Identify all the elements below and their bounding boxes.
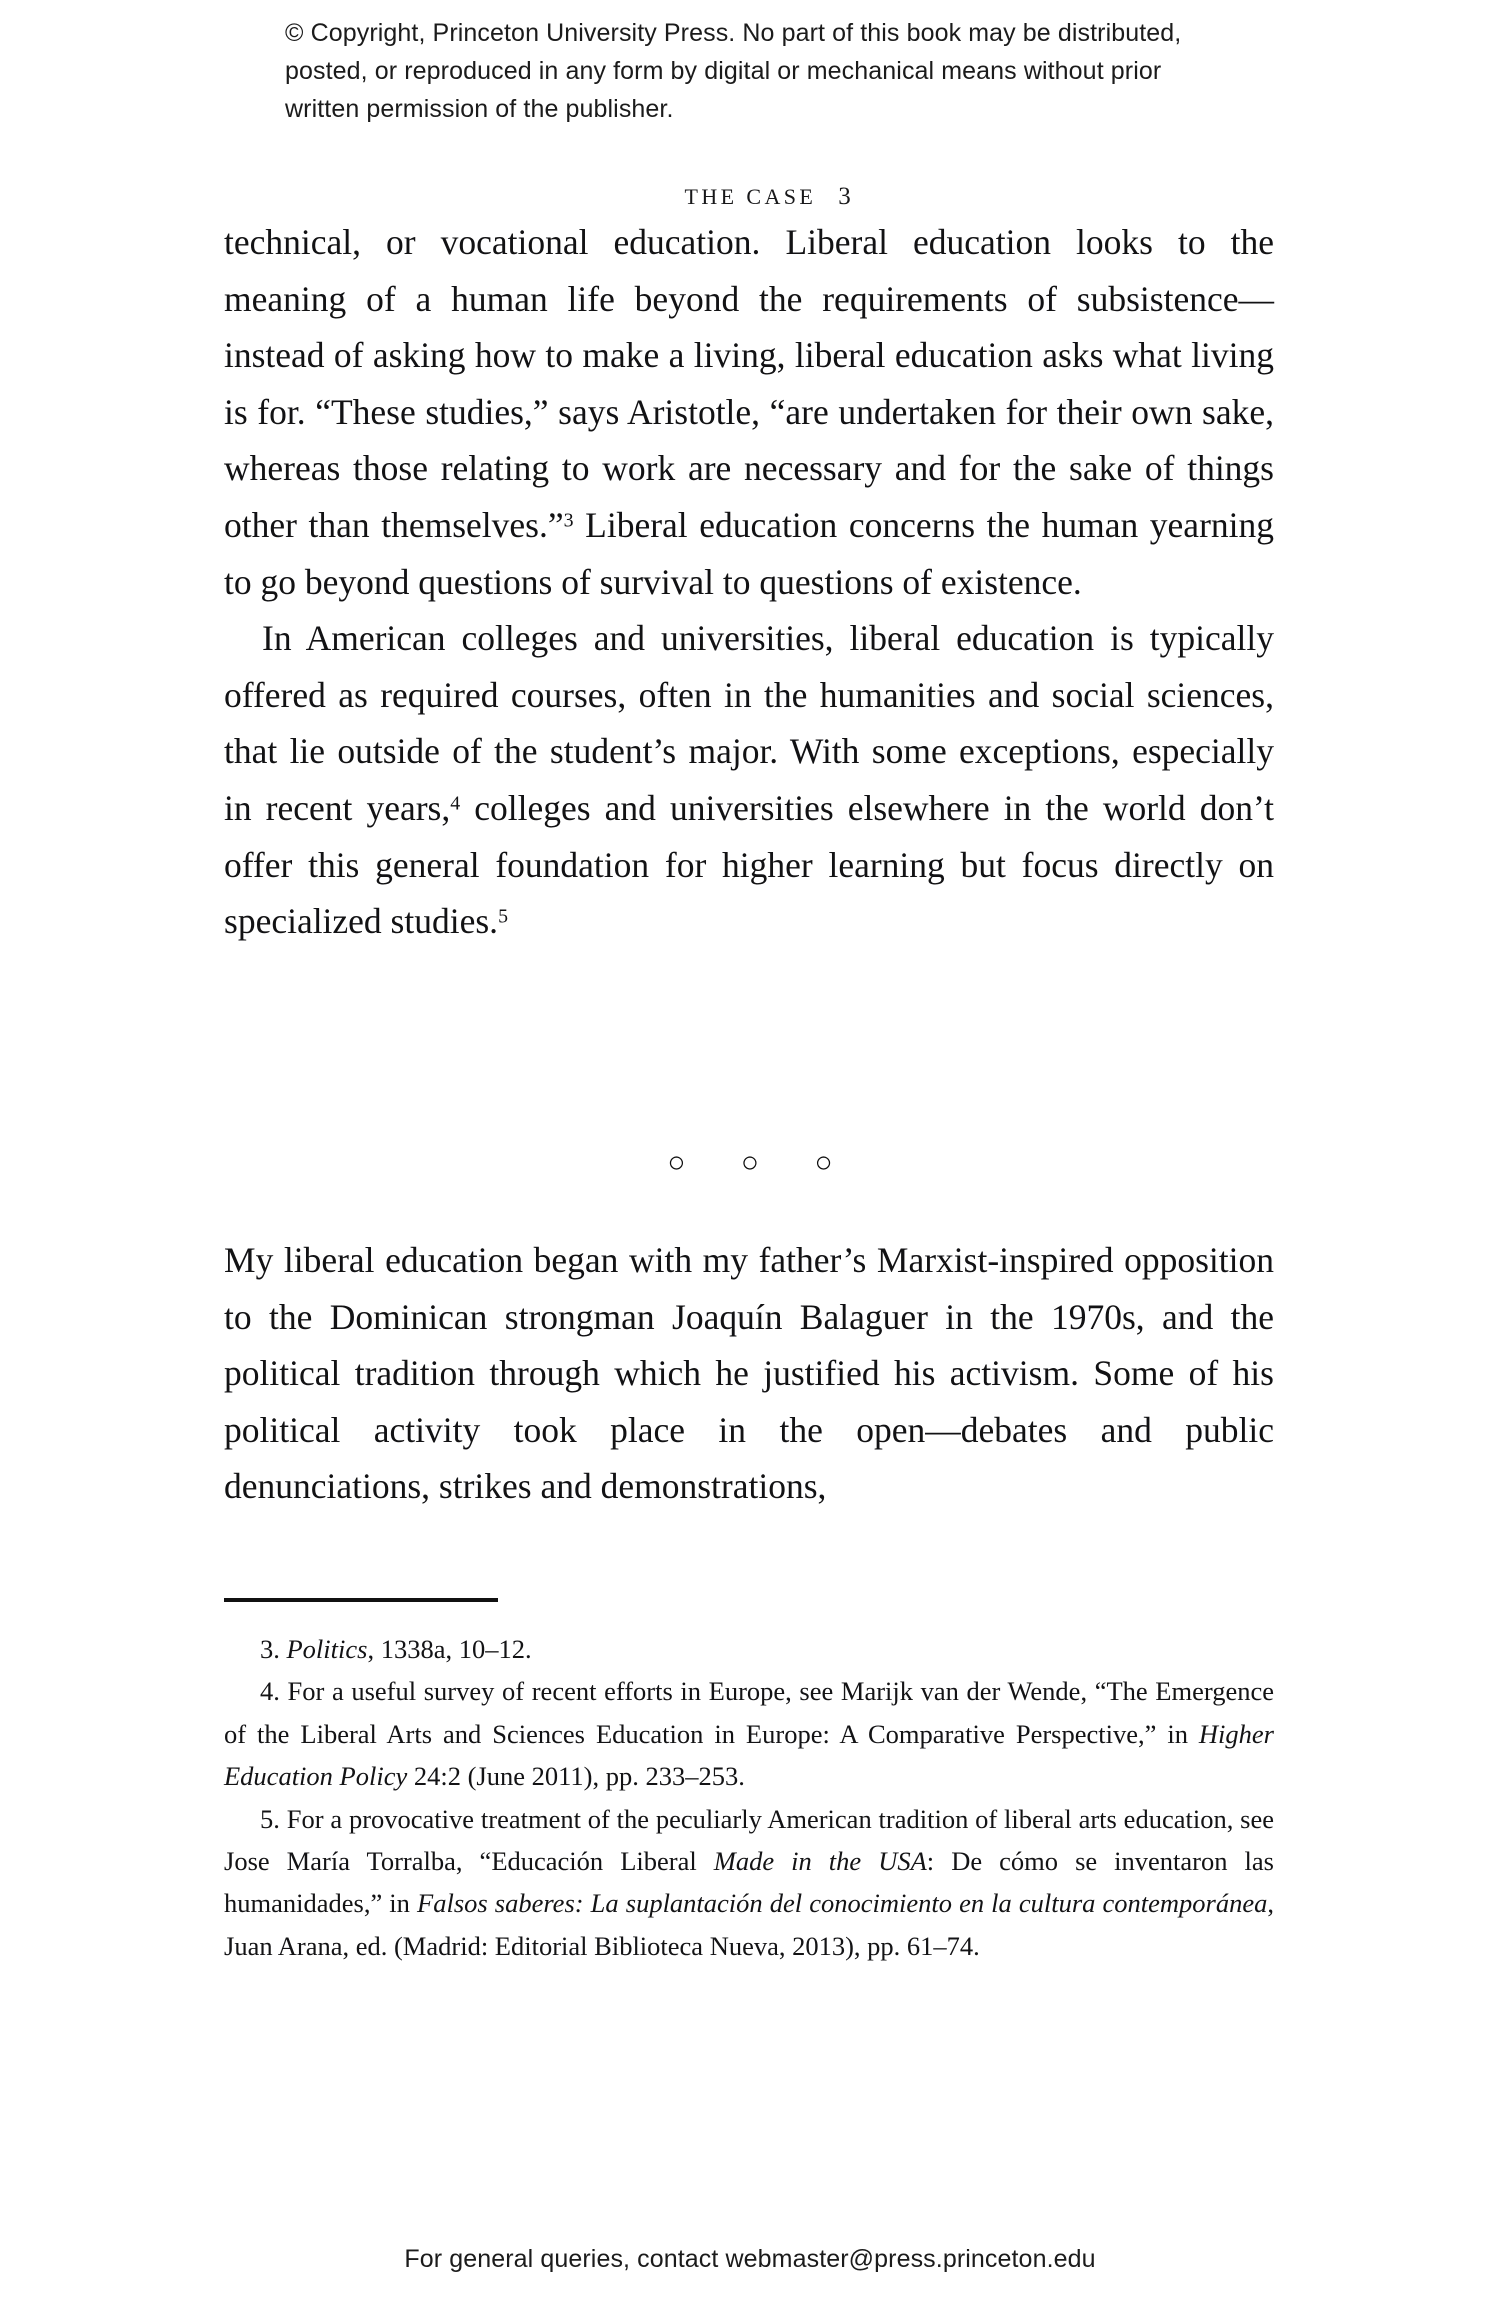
footnote-marker-3[interactable]: 3 (563, 509, 574, 532)
body-paragraph-3: My liberal education began with my father’s Marxist-inspired opposition to the Dominican strongman Joaquín Balaguer in the 1970s, and the political tradition through which he justified his activism. Some of his political activity took place in the open—debates and public denunciations, strikes and demonstrations, (224, 1240, 1274, 1507)
page-folio-number: 3 (838, 183, 851, 210)
main-text-block (224, 214, 1274, 950)
footnote-list (224, 1628, 1274, 1967)
queries-notice-bottom: For general queries, contact webmaster@press.princeton.edu (404, 2245, 1096, 2273)
footnote-item (224, 1628, 1274, 1670)
footnote-text: 24:2 (June 2011), pp. 233–253. (407, 1761, 745, 1792)
footnote-title-italic: Made in the USA (713, 1846, 927, 1877)
footnote-text (280, 1634, 287, 1664)
footnote-marker-4[interactable]: 4 (450, 792, 461, 815)
body-paragraph-1-text: technical, or vocational education. Liberal education looks to the meaning of a human life beyond the requirements of subsistence—instead of asking how to make a living, liberal education asks what living is for. “These studies,” says Aristotle, “are undertaken for their own sake, whereas those relating to work are necessary and for the sake of things other than themselves.” (224, 222, 1274, 545)
footnote-text: , Juan Arana, ed. (Madrid: Editorial Biblioteca Nueva, 2013), pp. 61–74. (224, 1888, 1274, 1961)
copyright-notice-top-text: © Copyright, Princeton University Press. No part of this book may be distributed, posted, or reproduced in any form by digital or mechanical means without prior written permission of the publisher. (285, 19, 1182, 123)
footnote-text: For a useful survey of recent efforts in Europe, see Marijk van der Wende, “The Emergence of the Liberal Arts and Sciences Education in Europe: A Comparative Perspective,” in (224, 1676, 1274, 1749)
footnote-title-italic: Falsos saberes: La suplantación del conocimiento en la cultura contemporánea (417, 1888, 1268, 1919)
body-paragraph-1 (224, 214, 1274, 610)
body-paragraph-2-text-a: In American colleges and universities, liberal education is typically offered as required courses, often in the humanities and social sciences, that lie outside of the student’s major. With some exceptions, especially in recent years, (224, 618, 1274, 828)
footnote-title-italic: Higher Education Policy (224, 1718, 1274, 1792)
footnote-title-italic: Politics (286, 1634, 368, 1664)
footnote-text: : De cómo se inventaron las humanidades,” in (224, 1846, 1274, 1919)
main-text-block-after-ornament (224, 1232, 1274, 1515)
copyright-notice-top (0, 14, 1500, 128)
body-paragraph-1-continuation: Liberal education concerns the human yearning to go beyond questions of survival to questions of existence. (224, 504, 1274, 602)
footnote-separator-rule (224, 1598, 498, 1602)
footnote-item (224, 1798, 1274, 1968)
footnote-number: 4. (260, 1676, 280, 1707)
footnote-item (224, 1670, 1274, 1797)
body-paragraph-2-text-b: colleges and universities elsewhere in the world don’t offer this general foundation for higher learning but focus directly on specialized studies. (224, 787, 1275, 942)
body-paragraph-2 (224, 610, 1274, 950)
footnote-area (224, 1598, 1274, 1967)
footnote-text: For a provocative treatment of the peculiarly American tradition of liberal arts education, see Jose María Torralba, “Educación Liberal (224, 1803, 1274, 1877)
footnote-number: 3. (260, 1634, 280, 1664)
footnote-text: , 1338a, 10–12. (367, 1634, 532, 1664)
running-head-title: THE CASE (684, 184, 817, 209)
footnote-marker-5[interactable]: 5 (498, 905, 508, 928)
section-break-ornament-icon: ○ ○ ○ (667, 1146, 857, 1179)
footnote-number: 5. (260, 1803, 280, 1834)
